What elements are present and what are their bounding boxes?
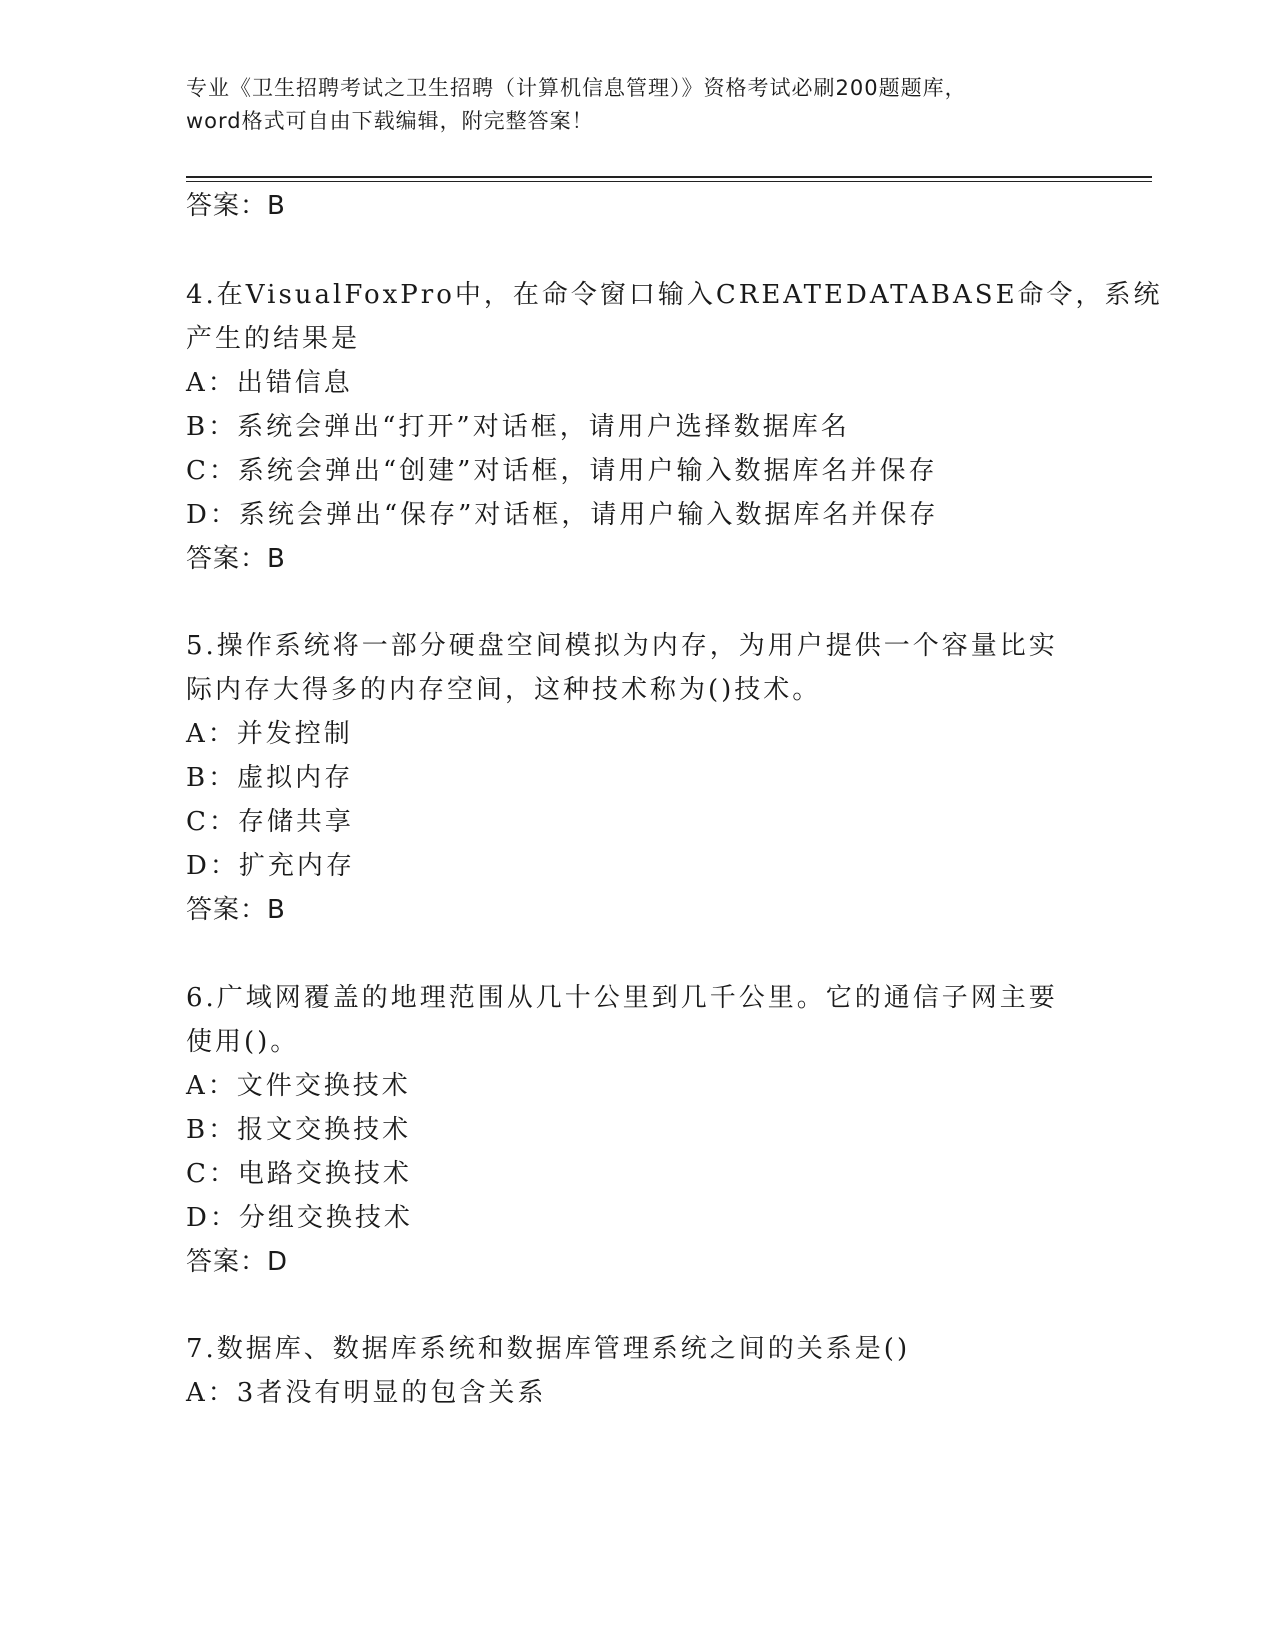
question-6-option-a: A：文件交换技术 [186, 1071, 411, 1101]
question-6-text-line-2: 使用()。 [186, 1027, 300, 1057]
question-6-option-d: D：分组交换技术 [186, 1203, 413, 1233]
document-header [186, 72, 1086, 138]
question-4-option-b: B：系统会弹出“打开”对话框，请用户选择数据库名 [186, 412, 850, 442]
question-5-text-line-2: 际内存大得多的内存空间，这种技术称为()技术。 [186, 675, 822, 705]
question-4-option-a: A：出错信息 [186, 368, 353, 398]
header-line-2: word格式可自由下载编辑，附完整答案！ [186, 109, 594, 133]
question-6-answer: 答案：D [186, 1247, 289, 1277]
question-5-option-b: B：虚拟内存 [186, 763, 354, 793]
header-divider-thick [186, 176, 1152, 178]
question-5-option-a: A：并发控制 [186, 719, 353, 749]
question-4-text-line-1: 4.在VisualFoxPro中，在命令窗口输入CREATEDATABASE命令，系统 [186, 280, 1163, 310]
question-4-text-line-2: 产生的结果是 [186, 324, 361, 354]
question-4-option-d: D：系统会弹出“保存”对话框，请用户输入数据库名并保存 [186, 500, 939, 530]
lead-answer: 答案：B [186, 191, 286, 221]
header-divider-thin [186, 181, 1152, 182]
question-5-answer: 答案：B [186, 895, 286, 925]
question-6-option-c: C：电路交换技术 [186, 1159, 412, 1189]
question-7-option-a: A：3者没有明显的包含关系 [186, 1378, 547, 1408]
header-line-1: 专业《卫生招聘考试之卫生招聘（计算机信息管理）》资格考试必刷200题题库， [186, 76, 967, 100]
question-5-text-line-1: 5.操作系统将一部分硬盘空间模拟为内存，为用户提供一个容量比实 [186, 631, 1058, 661]
question-5-option-c: C：存储共享 [186, 807, 354, 837]
question-7-text-line-1: 7.数据库、数据库系统和数据库管理系统之间的关系是() [186, 1334, 911, 1364]
question-4-option-c: C：系统会弹出“创建”对话框，请用户输入数据库名并保存 [186, 456, 938, 486]
question-6-option-b: B：报文交换技术 [186, 1115, 412, 1145]
question-5-option-d: D：扩充内存 [186, 851, 355, 881]
question-4-answer: 答案：B [186, 544, 286, 574]
question-6-text-line-1: 6.广域网覆盖的地理范围从几十公里到几千公里。它的通信子网主要 [186, 983, 1058, 1013]
